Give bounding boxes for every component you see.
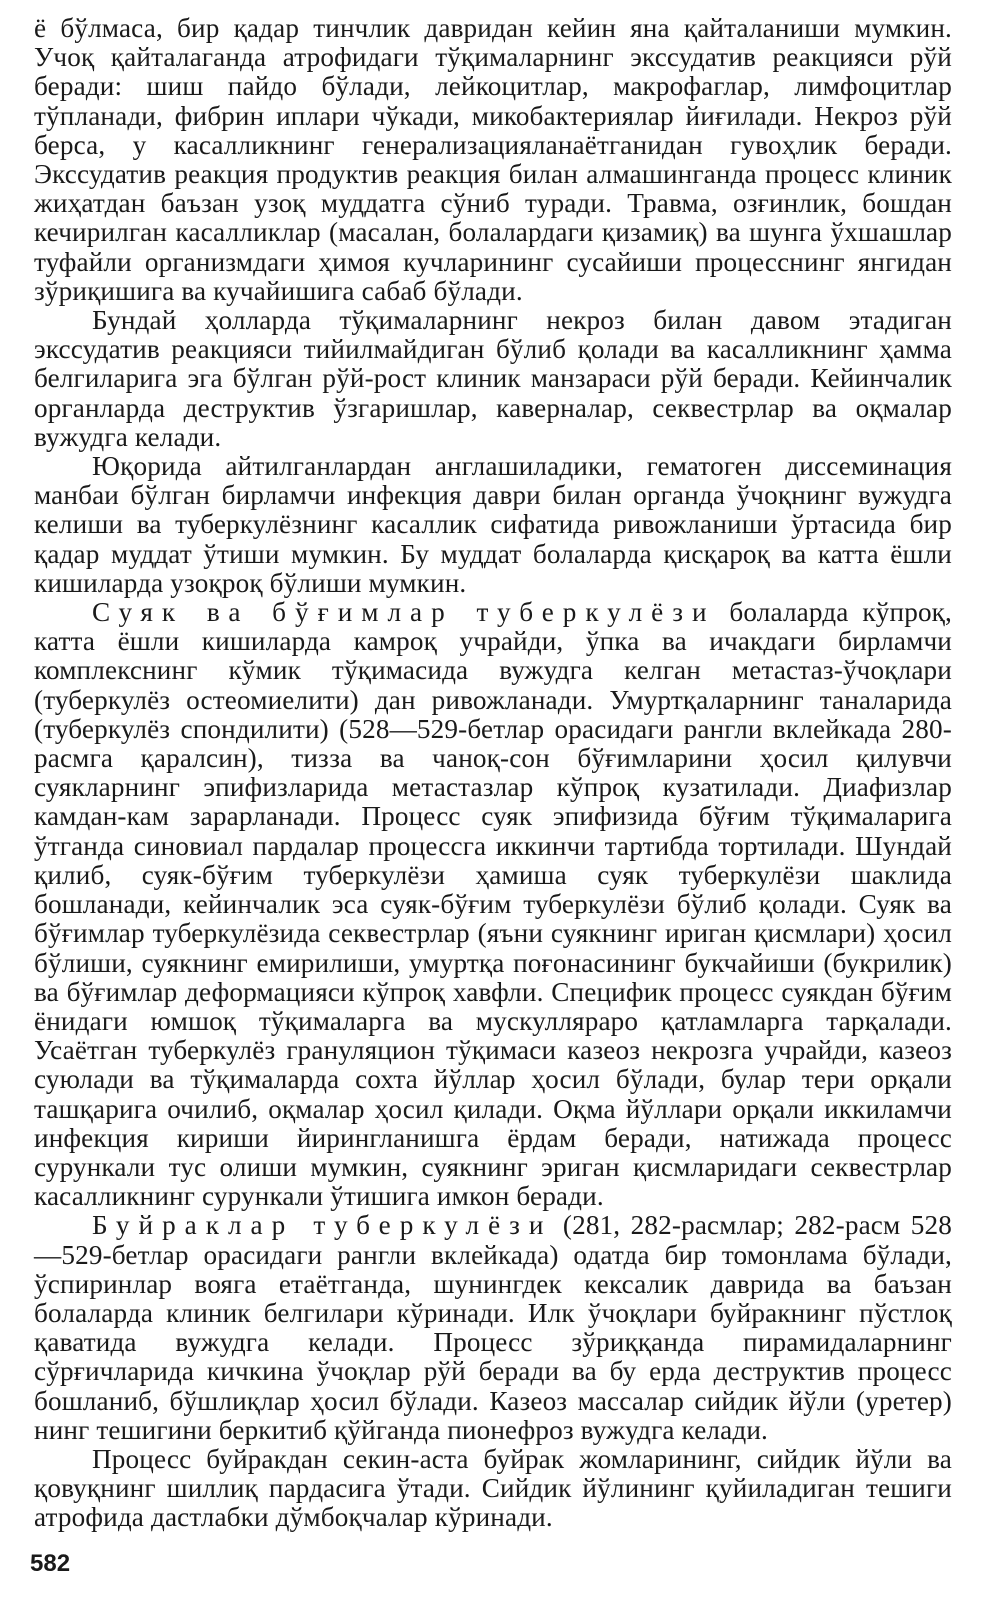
paragraph-5 [34, 1211, 952, 1445]
page-body [34, 14, 952, 1533]
paragraph-2: Бундай ҳолларда тўқималарнинг некроз билан давом этадиган экссудатив реакцияси тийилмайдиган бўлиб қолади ва касалликнинг ҳамма белгиларига эга бўлган рўй-рост клиник манзараси рўй беради. Кейинчалик органларда деструктив ўзгаришлар, каверналар, секвестрлар ва оқмалар вужудга келади. [34, 305, 952, 452]
paragraph-3: Юқорида айтилганлардан англашиладики, гематоген диссеминация манбаи бўлган бирламчи инфекция даври билан органда ўчоқнинг вужудга келиши ва туберкулёзнинг касаллик сифатида ривожланиши ўртасида бир қадар муддат ўтиши мумкин. Бу муддат болаларда қисқароқ ва катта ёшли кишиларда узоқроқ бўлиши мумкин. [34, 451, 952, 598]
paragraph-4-heading: Суяк ва бўғимлар туберкулёзи [92, 597, 716, 628]
paragraph-4-text: болаларда кўпроқ, катта ёшли кишиларда камроқ учрайди, ўпка ва ичакдаги бирламчи комплекснинг кўмик тўқимасида вужудга келган метастаз-ўчоқлари (туберкулёз остеомиелити) дан ривожланади. Умуртқаларнинг таналарида (туберкулёз спондилити) (528—529-бетлар орасидаги рангли вклейкада 280-расмга қаралсин), тизза ва чаноқ-сон бўғимларини ҳосил қилувчи суякларнинг эпифизларида метастазлар кўпроқ кузатилади. Диафизлар камдан-кам зарарланади. Процесс суяк эпифизида бўғим тўқималарига ўтганда синовиал пардалар процессга иккинчи тартибда тортилади. Шундай қилиб, суяк-бўғим туберкулёзи ҳамиша суяк туберкулёзи шаклида бошланади, кейинчалик эса суяк-бўғим туберкулёзи бўлиб қолади. Суяк ва бўғимлар туберкулёзида секвестрлар (яъни суякнинг ириган қисмлари) ҳосил бўлиши, суякнинг емирилиши, умуртқа поғонасининг букчайиши (букрилик) ва бўғимлар деформацияси кўпроқ хавфли. Специфик процесс суякдан бўғим ёнидаги юмшоқ тўқималарга ва мускулляраро қатламларга тарқалади. Усаётган туберкулёз грануляцион тўқимаси казеоз некрозга учрайди, казеоз суюлади ва тўқималарда сохта йўллар ҳосил бўлади, булар тери орқали ташқарига очилиб, оқмалар ҳосил қилади. Оқма йўллари орқали иккиламчи инфекция кириши йирингланишга ёрдам беради, натижада процесс сурункали тус олиши мумкин, суякнинг эриган қисмларидаги секвестрлар касалликнинг сурункали ўтишига имкон беради. [34, 597, 952, 1212]
paragraph-5-heading: Буйраклар туберкулёзи [92, 1210, 553, 1241]
paragraph-5-text: (281, 282-расмлар; 282-расм 528—529-бетлар орасидаги рангли вклейкада) одатда бир томонлама бўлади, ўспиринлар вояга етаётганда, шунингдек кексалик даврида ва баъзан болаларда клиник белгилари кўринади. Илк ўчоқлари буйракнинг пўстлоқ қаватида вужудга келади. Процесс зўриққанда пирамидаларнинг сўрғичларида кичкина ўчоқлар рўй беради ва бу ерда деструктив процесс бошланиб, бўшлиқлар ҳосил бўлади. Казеоз массалар сийдик йўли (уретер) нинг тешигини беркитиб қўйганда пионефроз вужудга келади. [34, 1210, 952, 1445]
page-number: 582 [30, 1550, 71, 1577]
paragraph-1: ё бўлмаса, бир қадар тинчлик давридан кейин яна қайталаниши мумкин. Учоқ қайталаганда атрофидаги тўқималарнинг экссудатив реакцияси рўй беради: шиш пайдо бўлади, лейкоцитлар, макрофаглар, лимфоцитлар тўпланади, фибрин иплари чўкади, микобактериялар йиғилади. Некроз рўй берса, у касалликнинг генерализацияланаётганидан гувоҳлик беради. Экссудатив реакция продуктив реакция билан алмашинганда процесс клиник жиҳатдан баъзан узоқ муддатга сўниб туради. Травма, озғинлик, бошдан кечирилган касалликлар (масалан, болалардаги қизамиқ) ва шунга ўхшашлар туфайли организмдаги ҳимоя кучларининг сусайиши процесснинг янгидан зўриқишига ва кучайишига сабаб бўлади. [34, 13, 952, 306]
paragraph-4 [34, 598, 952, 1211]
paragraph-6: Процесс буйракдан секин-аста буйрак жомларининг, сийдик йўли ва қовуқнинг шиллиқ пардасига ўтади. Сийдик йўлининг қуйиладиган тешиги атрофида дастлабки дўмбоқчалар кўринади. [34, 1443, 952, 1533]
